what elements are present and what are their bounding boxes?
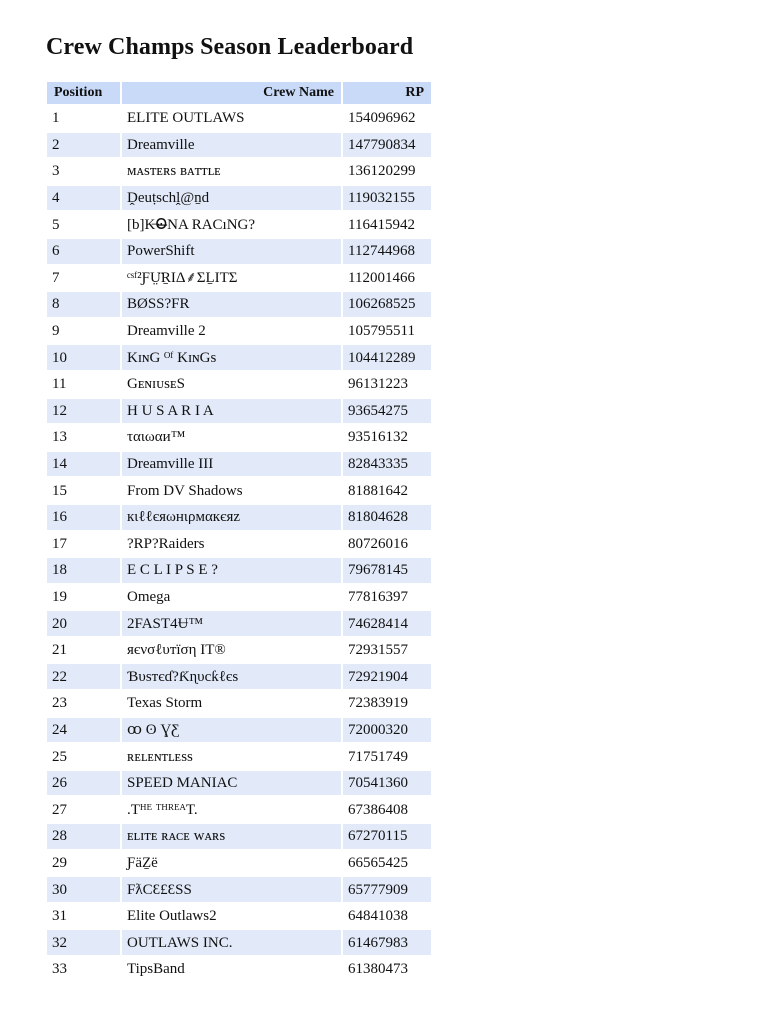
crew-name-cell: Ḓeuṭschḽ@ṉd xyxy=(122,186,341,211)
rp-cell: 66565425 xyxy=(343,851,431,876)
position-cell: 8 xyxy=(47,292,120,317)
rp-cell: 79678145 xyxy=(343,558,431,583)
rp-cell: 81881642 xyxy=(343,478,431,503)
position-cell: 4 xyxy=(47,186,120,211)
position-cell: 32 xyxy=(47,930,120,955)
table-row xyxy=(47,585,431,610)
crew-name-cell: ƑäẔë xyxy=(122,851,341,876)
crew-name-cell: Texas Storm xyxy=(122,691,341,716)
leaderboard-body xyxy=(47,106,431,982)
crew-name-cell: Ɓυѕтєɗ?Ƙɳυcƙℓєѕ xyxy=(122,664,341,689)
rp-cell: 93654275 xyxy=(343,399,431,424)
position-cell: 28 xyxy=(47,824,120,849)
crew-name-cell: KɪɴG ᴼᶠ KɪɴGs xyxy=(122,345,341,370)
position-cell: 21 xyxy=(47,638,120,663)
crew-name-cell: ʀᴇʟᴇɴᴛʟᴇss xyxy=(122,744,341,769)
crew-name-cell: TipsBand xyxy=(122,957,341,982)
table-row xyxy=(47,771,431,796)
rp-cell: 67270115 xyxy=(343,824,431,849)
position-cell: 30 xyxy=(47,877,120,902)
crew-name-cell: .Tᴴᴱ ᵀᴴᴿᴱᴬT. xyxy=(122,797,341,822)
crew-name-cell: OUTLAWS INC. xyxy=(122,930,341,955)
rp-cell: 72383919 xyxy=(343,691,431,716)
table-row xyxy=(47,611,431,636)
table-row xyxy=(47,558,431,583)
crew-name-cell: E C L I P S E ? xyxy=(122,558,341,583)
table-row xyxy=(47,266,431,291)
position-cell: 14 xyxy=(47,452,120,477)
rp-cell: 119032155 xyxy=(343,186,431,211)
crew-name-cell: [b]K̶Ꙩ̶NA RACıNG? xyxy=(122,212,341,237)
position-cell: 33 xyxy=(47,957,120,982)
leaderboard-table xyxy=(45,80,433,984)
table-row xyxy=(47,106,431,131)
table-row xyxy=(47,133,431,158)
table-row xyxy=(47,797,431,822)
rp-cell: 74628414 xyxy=(343,611,431,636)
position-cell: 10 xyxy=(47,345,120,370)
crew-name-cell: GᴇɴɪᴜsᴇS xyxy=(122,372,341,397)
rp-cell: 72000320 xyxy=(343,718,431,743)
position-cell: 15 xyxy=(47,478,120,503)
rp-cell: 65777909 xyxy=(343,877,431,902)
rp-cell: 116415942 xyxy=(343,212,431,237)
crew-name-cell: 2FAST4Ʉ™ xyxy=(122,611,341,636)
table-row xyxy=(47,638,431,663)
rp-cell: 112001466 xyxy=(343,266,431,291)
rp-cell: 67386408 xyxy=(343,797,431,822)
crew-name-cell: ᴇʟɪᴛᴇ ʀᴀᴄᴇ ᴡᴀʀs xyxy=(122,824,341,849)
crew-name-cell: яєνσℓυтїση IT® xyxy=(122,638,341,663)
table-row xyxy=(47,957,431,982)
rp-cell: 81804628 xyxy=(343,505,431,530)
table-row xyxy=(47,186,431,211)
position-cell: 11 xyxy=(47,372,120,397)
column-header-crew-name: Crew Name xyxy=(122,82,341,104)
position-cell: 3 xyxy=(47,159,120,184)
rp-cell: 61380473 xyxy=(343,957,431,982)
position-cell: 23 xyxy=(47,691,120,716)
table-row xyxy=(47,399,431,424)
position-cell: 25 xyxy=(47,744,120,769)
rp-cell: 72931557 xyxy=(343,638,431,663)
crew-name-cell: From DV Shadows xyxy=(122,478,341,503)
position-cell: 26 xyxy=(47,771,120,796)
crew-name-cell: Dreamville xyxy=(122,133,341,158)
crew-name-cell: ?RP?Raiders xyxy=(122,532,341,557)
rp-cell: 61467983 xyxy=(343,930,431,955)
position-cell: 19 xyxy=(47,585,120,610)
rp-cell: 93516132 xyxy=(343,425,431,450)
table-row xyxy=(47,319,431,344)
position-cell: 18 xyxy=(47,558,120,583)
table-row xyxy=(47,452,431,477)
rp-cell: 72921904 xyxy=(343,664,431,689)
column-header-position: Position xyxy=(47,82,120,104)
rp-cell: 112744968 xyxy=(343,239,431,264)
crew-name-cell: H U S A R I A xyxy=(122,399,341,424)
table-row xyxy=(47,532,431,557)
position-cell: 12 xyxy=(47,399,120,424)
column-header-rp: RP xyxy=(343,82,431,104)
table-row xyxy=(47,877,431,902)
table-row xyxy=(47,824,431,849)
rp-cell: 104412289 xyxy=(343,345,431,370)
table-row xyxy=(47,372,431,397)
rp-cell: 105795511 xyxy=(343,319,431,344)
crew-name-cell: ταιωαи™ xyxy=(122,425,341,450)
table-row xyxy=(47,851,431,876)
table-row xyxy=(47,691,431,716)
position-cell: 1 xyxy=(47,106,120,131)
table-row xyxy=(47,505,431,530)
crew-name-cell: FƛCƐ£ƐSS xyxy=(122,877,341,902)
table-row xyxy=(47,718,431,743)
position-cell: 27 xyxy=(47,797,120,822)
crew-name-cell: SPEED MANIAC xyxy=(122,771,341,796)
rp-cell: 106268525 xyxy=(343,292,431,317)
crew-name-cell: Dreamville 2 xyxy=(122,319,341,344)
table-row xyxy=(47,744,431,769)
position-cell: 20 xyxy=(47,611,120,636)
rp-cell: 96131223 xyxy=(343,372,431,397)
position-cell: 22 xyxy=(47,664,120,689)
crew-name-cell: Omega xyxy=(122,585,341,610)
crew-name-cell: Elite Outlaws2 xyxy=(122,904,341,929)
crew-name-cell: ᴍᴀsᴛᴇʀs ʙᴀᴛᴛʟᴇ xyxy=(122,159,341,184)
position-cell: 7 xyxy=(47,266,120,291)
rp-cell: 136120299 xyxy=(343,159,431,184)
crew-name-cell: ELITE OUTLAWS xyxy=(122,106,341,131)
position-cell: 31 xyxy=(47,904,120,929)
crew-name-cell: кιℓℓєяωнιρмαкєяz xyxy=(122,505,341,530)
position-cell: 29 xyxy=(47,851,120,876)
position-cell: 13 xyxy=(47,425,120,450)
rp-cell: 77816397 xyxy=(343,585,431,610)
crew-name-cell: BØSS?FR xyxy=(122,292,341,317)
table-header-row xyxy=(47,82,431,104)
rp-cell: 64841038 xyxy=(343,904,431,929)
rp-cell: 71751749 xyxy=(343,744,431,769)
table-row xyxy=(47,425,431,450)
rp-cell: 70541360 xyxy=(343,771,431,796)
page-title: Crew Champs Season Leaderboard xyxy=(46,34,414,60)
position-cell: 6 xyxy=(47,239,120,264)
table-row xyxy=(47,345,431,370)
rp-cell: 154096962 xyxy=(343,106,431,131)
position-cell: 17 xyxy=(47,532,120,557)
table-row xyxy=(47,159,431,184)
rp-cell: 82843335 xyxy=(343,452,431,477)
position-cell: 16 xyxy=(47,505,120,530)
table-row xyxy=(47,292,431,317)
rp-cell: 80726016 xyxy=(343,532,431,557)
crew-name-cell: PowerShift xyxy=(122,239,341,264)
table-row xyxy=(47,478,431,503)
crew-name-cell: ꝏ ʘ ƔƸ xyxy=(122,718,341,743)
table-row xyxy=(47,239,431,264)
position-cell: 9 xyxy=(47,319,120,344)
table-row xyxy=(47,904,431,929)
position-cell: 2 xyxy=(47,133,120,158)
table-row xyxy=(47,664,431,689)
position-cell: 5 xyxy=(47,212,120,237)
position-cell: 24 xyxy=(47,718,120,743)
crew-name-cell: Dreamville III xyxy=(122,452,341,477)
crew-name-cell: ᶜˢᶠ²ƑṲ̈ṞIΔ⸙ΣḺITΣ xyxy=(122,266,341,291)
rp-cell: 147790834 xyxy=(343,133,431,158)
table-row xyxy=(47,212,431,237)
table-row xyxy=(47,930,431,955)
